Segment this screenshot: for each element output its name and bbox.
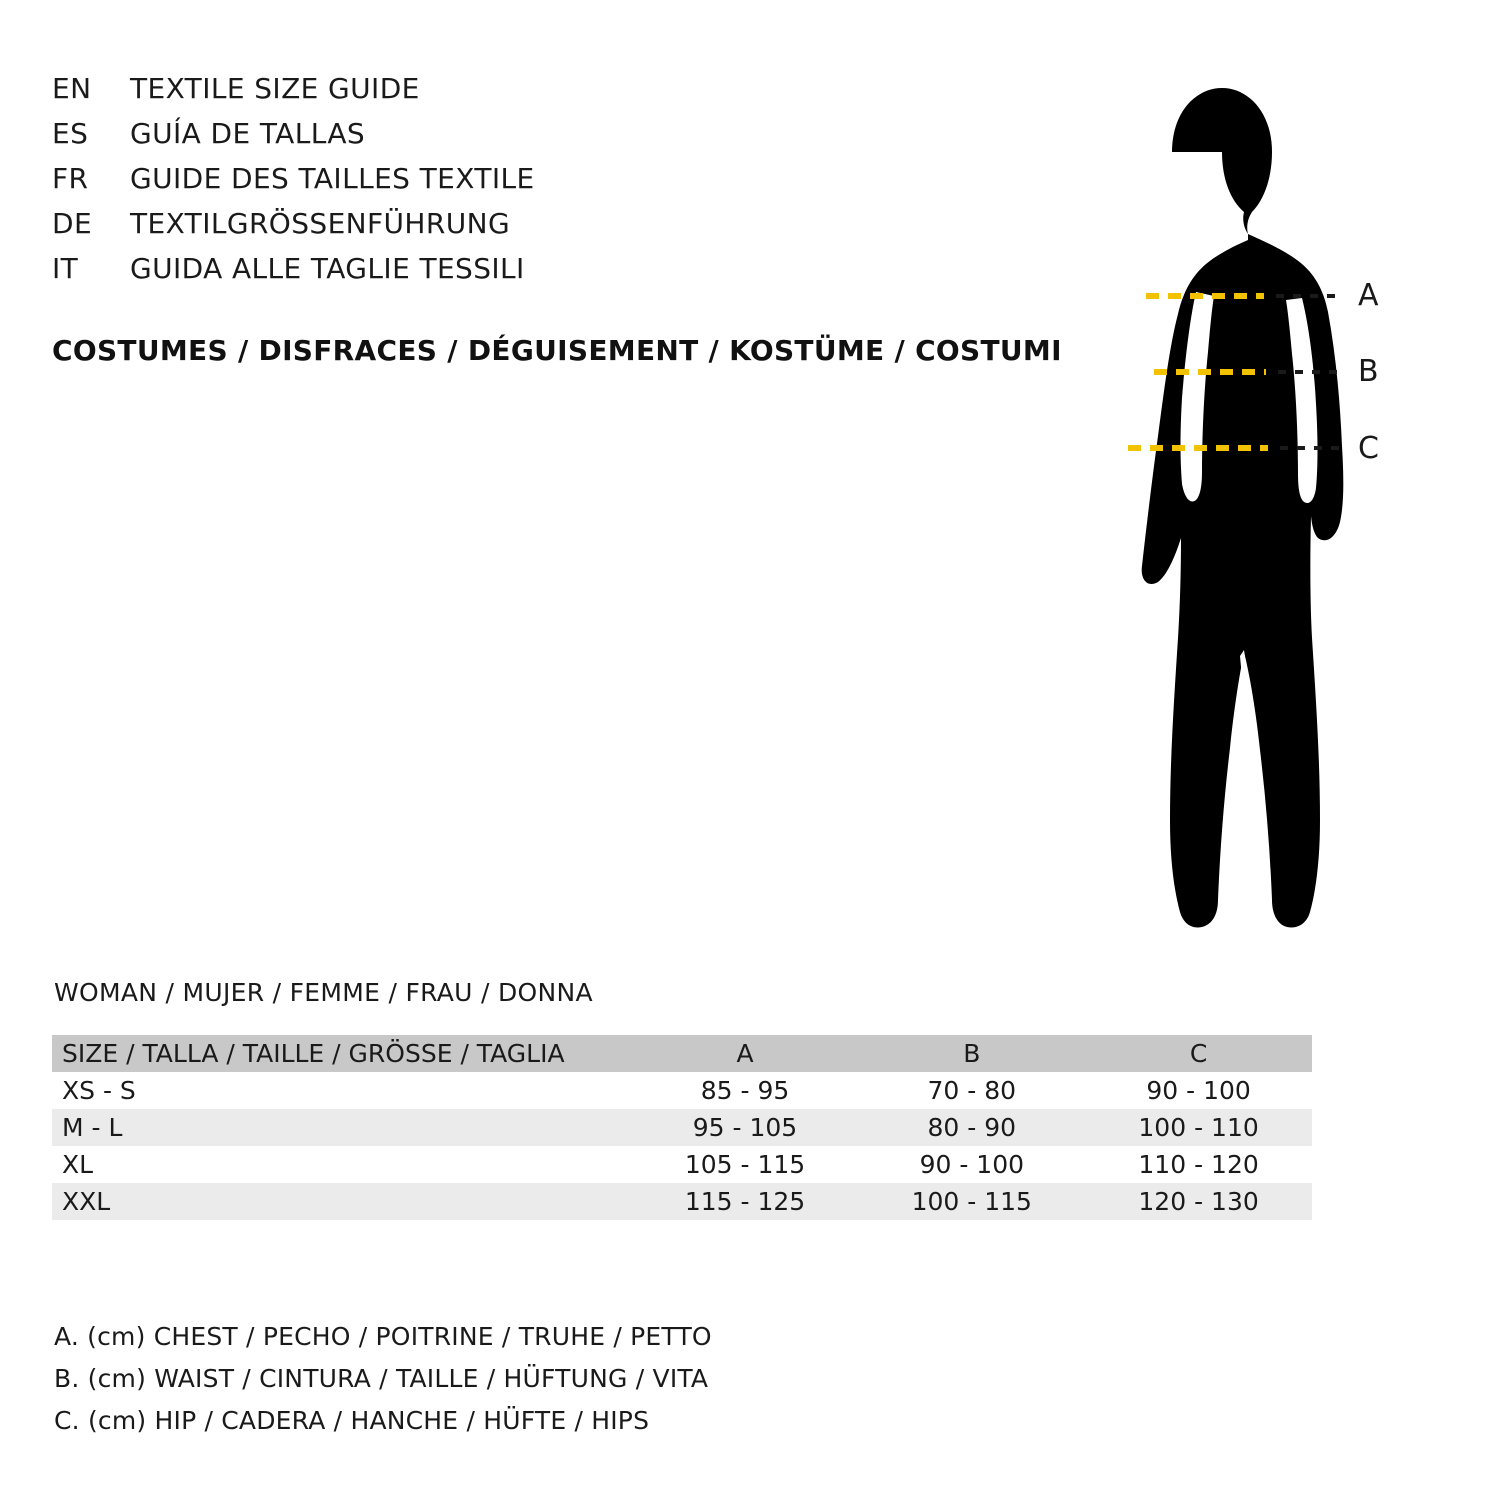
cell-a: 85 - 95 [700,1076,790,1105]
measure-label-a: A [1358,278,1379,313]
language-row-it [52,252,1012,297]
language-code-en: EN [52,72,92,105]
language-code-fr: FR [52,162,89,195]
table-row [52,1146,1312,1183]
cell-size: M - L [62,1113,123,1142]
column-header-c: C [1189,1039,1208,1068]
female-silhouette-figure [1040,60,1460,940]
language-text-it: GUIDA ALLE TAGLIE TESSILI [130,252,525,285]
language-code-it: IT [52,252,79,285]
legend-line-b: B. (cm) WAIST / CINTURA / TAILLE / HÜFTUNG / VITA [54,1364,709,1393]
language-text-en: TEXTILE SIZE GUIDE [130,72,420,105]
silhouette-shape [1142,88,1344,927]
table-header-row [52,1035,1312,1072]
measurement-legend [54,1322,712,1448]
cell-c: 120 - 130 [1138,1187,1259,1216]
language-text-fr: GUIDE DES TAILLES TEXTILE [130,162,535,195]
language-row-es [52,117,1012,162]
cell-b: 80 - 90 [927,1113,1017,1142]
column-header-b: B [963,1039,981,1068]
size-table-head [52,1035,1312,1072]
language-row-de [52,207,1012,252]
language-code-es: ES [52,117,89,150]
cell-size: XXL [62,1187,111,1216]
table-row [52,1072,1312,1109]
silhouette-svg [1040,60,1460,940]
cell-c: 90 - 100 [1146,1076,1251,1105]
cell-b: 70 - 80 [927,1076,1017,1105]
size-table [52,1035,1312,1220]
cell-size: XS - S [62,1076,136,1105]
table-row [52,1109,1312,1146]
cell-c: 110 - 120 [1138,1150,1259,1179]
legend-line-a: A. (cm) CHEST / PECHO / POITRINE / TRUHE / PETTO [54,1322,712,1351]
language-text-de: TEXTILGRÖSSENFÜHRUNG [130,207,511,240]
column-header-a: A [736,1039,754,1068]
cell-b: 100 - 115 [911,1187,1032,1216]
language-code-de: DE [52,207,93,240]
measure-label-c: C [1358,431,1379,466]
table-row [52,1183,1312,1220]
language-header-block [52,72,1012,297]
cell-c: 100 - 110 [1138,1113,1259,1142]
cell-b: 90 - 100 [919,1150,1025,1179]
category-heading: COSTUMES / DISFRACES / DÉGUISEMENT / KOSTÜME / COSTUMI [52,334,1062,367]
size-table-body [52,1072,1312,1220]
cell-a: 105 - 115 [684,1150,806,1179]
legend-line-c: C. (cm) HIP / CADERA / HANCHE / HÜFTE / HIPS [54,1406,650,1435]
cell-size: XL [62,1150,94,1179]
language-row-fr [52,162,1012,207]
measure-label-b: B [1358,354,1379,389]
cell-a: 95 - 105 [692,1113,798,1142]
cell-a: 115 - 125 [684,1187,806,1216]
language-row-en [52,72,1012,117]
language-text-es: GUÍA DE TALLAS [130,117,366,150]
table-title: WOMAN / MUJER / FEMME / FRAU / DONNA [54,978,593,1007]
column-header-size: SIZE / TALLA / TAILLE / GRÖSSE / TAGLIA [62,1039,565,1068]
